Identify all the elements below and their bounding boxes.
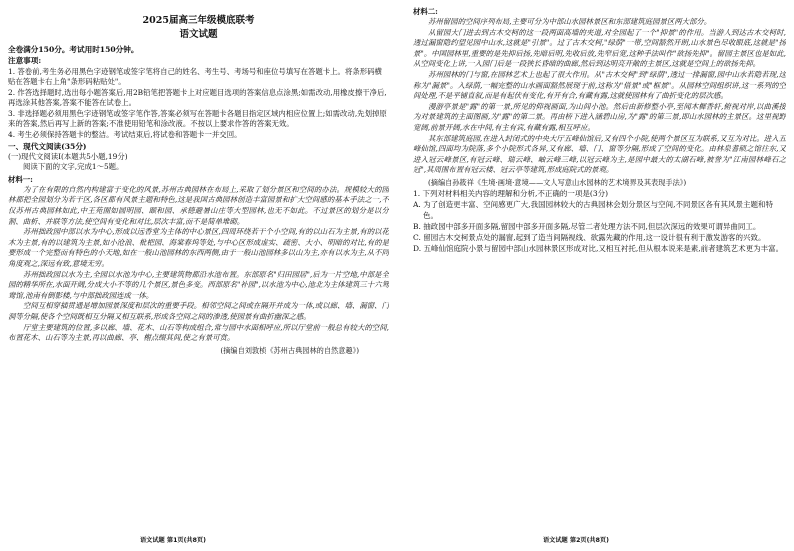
material-source: (摘编自孙筱祥《生境·画境·意境——文人写意山水园林的艺术境界及其表现手法》) bbox=[428, 177, 687, 187]
note-item: 2. 作答选择题时,选出每小题答案后,用2B铅笔把答题卡上对应题目选项的答案信息点涂黑;如需改动,用橡皮擦干净后,再选涂其他答案,答案不能答在试卷上。 bbox=[8, 87, 387, 108]
material-paragraph: 苏州拙政园中部以水为中心,形成以远香堂为主体的中心景区,四周环绕若干个小空间,有的以山石为主景,有的以花木为主景,有的以建筑为主景,如小沧浪、枇杷园、海棠春坞等处,与中心区形成虚实、疏密、大小、明暗的对比,有的是要形成一个完整而有特色的小天地,如在一般山池园林的东西两侧,由于一般山池园林多以山为主,亦有以水为主,从不同角度观之,深远有致,意境无穷。 bbox=[8, 227, 389, 268]
material-title: 材料二: bbox=[413, 7, 438, 16]
subject-title: 语文试题 bbox=[179, 29, 218, 40]
note-item: 4. 考生必须保持答题卡的整洁。考试结束后,将试卷和答题卡一并交回。 bbox=[8, 130, 242, 140]
page-1-column bbox=[8, 14, 389, 526]
material-paragraph: 苏州拙政园以水为主,全园以水池为中心,主要建筑物都沿水池布置。东部原名"归田园居",后为一片空地,中部是全园的精华所在,水面开阔,分成大小不等的几个景区,景色多变。西部原名"补园",以水池为中心,池北为主体建筑三十六鸳鸯馆,池南有倒影楼,与中部拙政园连成一体。 bbox=[8, 269, 389, 300]
material-paragraph: 厅堂主要建筑的位置,多以廊、墙、花木、山石等构成组合,常与园中水面相呼应,所以厅堂前一般总有较大的空间,布置花木、山石等为主景,再以曲廊、亭、榭点缀其间,使之有景可赏。 bbox=[8, 322, 389, 343]
page-footer bbox=[397, 533, 794, 547]
reading-instruction: 阅读下面的文字,完成1～5题。 bbox=[23, 162, 124, 172]
page-2-column bbox=[413, 6, 786, 526]
material-paragraph: 空间互相穿插贯通是增加园景深度和层次的重要手段。相邻空间之间或在隔开并成为一体,或以廊、墙、漏窗、门洞等分隔,使各个空间既相互分隔又相互联系,形成各空间之间的渗透,使园景有曲折幽深之感。 bbox=[8, 301, 389, 321]
page-footer bbox=[0, 533, 397, 547]
exam-title: 2025届高三年级模底联考 bbox=[142, 15, 255, 26]
page-number: 语文试题 第2页(共8页) bbox=[543, 537, 609, 544]
notes-title: 注意事项: bbox=[8, 56, 42, 65]
note-item: 3. 非选择题必须用黑色字迹钢笔或签字笔作答,答案必须写在答题卡各题目指定区域内相应位置上;如需改动,先划掉原来的答案,然后再写上新的答案;不准使用铅笔和涂改液。不按以上要求作答的答案无效。 bbox=[8, 108, 387, 129]
material-intro: 苏州留园的空间序列布局,主要可分为中部山水园林景区和东部建筑庭园景区两大部分。 bbox=[428, 17, 712, 26]
material-paragraph: 其东部建筑庭园,在进入封闭式的中央大厅五峰仙馆后,又有四个小院,使两个景区互为联系,又互为对比。进入五峰仙馆,四面均为院落,多个小院形式各异,又有廊、墙、门、窗等分隔,形成了空间的变化。由林泉耆硕之馆往东,又进入冠云峰景区,有冠云峰、瑞云峰、岫云峰三峰,以冠云峰为主,是园中最大的太湖石峰,被誉为"江南园林峰石之冠",其周围布置有冠云楼、冠云亭等建筑,形成庭院式的景观。 bbox=[413, 133, 786, 175]
material-paragraph: 漫游亭景是"露"的第一景,所见的仰视画面,为山间小池。然后由新修整小亭,至闻木樨香轩,俯视对岸,以曲溪接为对景建筑的主面图画,为"露"的第二景。再由桥下进入涵碧山房,为"露"的第三景,即山水园林的主景区。这里视野宽阔,前景开阔,水在中间,有主有宾,有藏有露,相互呼应。 bbox=[413, 101, 786, 132]
material-paragraph: 从留园大门进去到古木交柯的这一段两面高墙的夹道,对全园起了一个"抑景"的作用。当游人到达古木交柯时,透过漏窗隐约望见园中山水,这就是"引景"。过了古木交柯,"绿荫"一带,空间豁然开朗,山水景色尽收眼底,这就是"扬景"。中国园林里,重要的是先抑后扬,先暗后明,先收后放,先窄后宽,这种手法叫作"欲扬先抑"。留园主景区也是如此,从空间变化上讲,一入园门后是一段狭长昏暗的曲廊,然后到达明亮开敞的主景区,这就是空间上的欲扬先抑。 bbox=[413, 27, 786, 69]
material-source: (摘编自刘敦桢《苏州古典园林的自然意趣》) bbox=[220, 345, 359, 355]
section-heading: 一、现代文阅读(35分) bbox=[8, 141, 87, 151]
sub-section-heading: (一)现代文阅读Ⅰ(本题共5小题,19分) bbox=[8, 151, 128, 161]
material-title: 材料一: bbox=[8, 174, 33, 184]
option-d: D. 五峰仙馆庭院小景与留园中部山水园林景区形成对比,又相互衬托,但从根本说来是素,前者建筑艺术更为丰富。 bbox=[413, 243, 784, 253]
option-b: B. 抽政园中部多开面多隔,留园中部多开面多隔,尽管二者处理方法不同,但层次深远的效果可谓异曲同工。 bbox=[413, 221, 761, 231]
material-paragraph: 为了在有限的自然内构建富于变化的风景,苏州古典园林在布局上,采取了划分景区和空间的办法。规模较大的园林都把全园划分为若干区,各区都有风景主题和特色,这是我国古典园林创造丰富园景和扩大空间感的基本手法之一,不仅苏州古典园林如此,中王苑囿如圆明园、颐和园、承德避暑山庄等大型园林,也无不如此。不过景区的划分是以分割、曲析、并联等方法,使空间有变化和对比,层次丰富,而不是简单堆砌。 bbox=[8, 184, 389, 226]
note-item: 1. 答卷前,考生务必用黑色字迹钢笔或签字笔将自己的姓名、考生号、考场号和座位号填写在答题卡上。将条形码横贴在答题卡右上角"条形码粘贴处"。 bbox=[8, 66, 382, 87]
option-a: A. 为了创造更丰富、空间感更广大,我国园林较大的古典园林会划分景区与空间,不同景区各有其风景主题和特色。 bbox=[413, 199, 773, 220]
score-line: 全卷满分150分。考试用时150分钟。 bbox=[8, 45, 139, 54]
question-1: 1. 下列对材料相关内容的理解和分析,不正确的一项是(3分) bbox=[413, 188, 609, 198]
page-number: 语文试题 第1页(共8页) bbox=[140, 537, 206, 544]
material-paragraph: 苏州园林的门与窗,在园林艺术上也起了很大作用。从"古木交柯"到"绿荫",透过一排漏窗,园中山水若隐若现,这称为"漏景"。入绿荫,一幅完整的山水画面豁然展现于前,这称为"借景"或"框景"。从园林空间组织讲,这一系列的空间处理,不是平铺直叙,而是有起伏有变化,有开有合,有藏有露,这就使园林有了曲折变化的层次感。 bbox=[413, 69, 786, 101]
page-2 bbox=[397, 0, 794, 551]
option-c: C. 留园古木交柯景点处的漏窗,起到了造当间隔视线、欲露先藏的作用,这一设计很有利于激发游客的兴致。 bbox=[413, 232, 766, 242]
